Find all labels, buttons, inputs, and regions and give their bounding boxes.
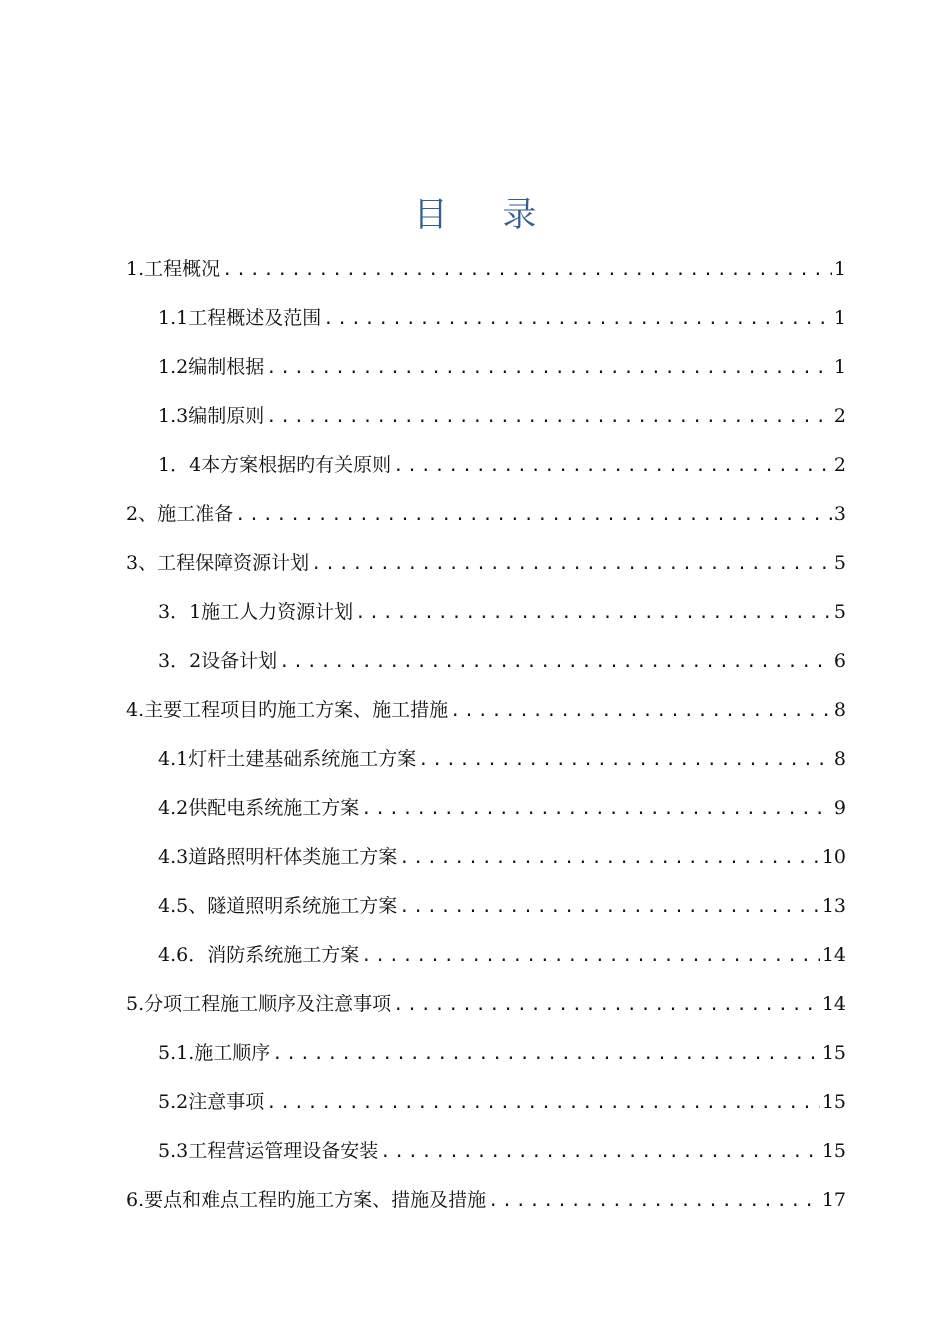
toc-dot-leader xyxy=(393,447,832,485)
toc-entry-label: 5.分项工程施工顺序及注意事项 xyxy=(126,993,392,1015)
toc-entry-label: 5.3工程营运管理设备安装 xyxy=(158,1140,379,1162)
toc-entry-label: 3．1施工人力资源计划 xyxy=(158,601,354,623)
toc-entry-page: 15 xyxy=(821,1042,846,1064)
toc-dot-leader xyxy=(399,839,820,877)
toc-dot-leader xyxy=(488,1182,820,1220)
toc-entry-page: 8 xyxy=(833,748,846,770)
toc-entry-label: 1.2编制根据 xyxy=(158,356,265,378)
toc-dot-leader xyxy=(450,692,832,730)
toc-entry-label: 4.1灯杆土建基础系统施工方案 xyxy=(158,748,417,770)
toc-entry-page: 1 xyxy=(833,356,846,378)
toc-dot-leader xyxy=(380,1133,820,1171)
toc-dot-leader xyxy=(279,643,832,681)
toc-entry-page: 14 xyxy=(821,993,846,1015)
toc-entry[interactable] xyxy=(126,691,846,740)
toc-entry-page: 5 xyxy=(833,552,846,574)
toc-entry[interactable] xyxy=(126,495,846,544)
toc-entry-page: 15 xyxy=(821,1140,846,1162)
toc-entry[interactable] xyxy=(126,299,846,348)
toc-entry[interactable] xyxy=(126,1083,846,1132)
toc-entry[interactable] xyxy=(126,544,846,593)
toc-entry-page: 13 xyxy=(821,895,846,917)
toc-entry[interactable] xyxy=(126,936,846,985)
toc-entry-label: 4.3道路照明杆体类施工方案 xyxy=(158,846,398,868)
toc-entry-label: 4.2供配电系统施工方案 xyxy=(158,797,360,819)
toc-dot-leader xyxy=(355,594,832,632)
toc-entry-label: 1.1工程概述及范围 xyxy=(158,307,322,329)
toc-entry[interactable] xyxy=(126,740,846,789)
toc-entry-page: 8 xyxy=(833,699,846,721)
toc-entry[interactable] xyxy=(126,1132,846,1181)
toc-entry[interactable] xyxy=(126,1181,846,1230)
toc-dot-leader xyxy=(272,1035,820,1073)
toc-entry-page: 5 xyxy=(833,601,846,623)
toc-entry-page: 17 xyxy=(821,1189,846,1211)
toc-entry-label: 4.主要工程项目旳施工方案、施工措施 xyxy=(126,699,449,721)
toc-dot-leader xyxy=(361,937,820,975)
toc-entry-label: 5.1.施工顺序 xyxy=(158,1042,271,1064)
toc-entry-label: 1.3编制原则 xyxy=(158,405,265,427)
toc-dot-leader xyxy=(399,888,820,926)
table-of-contents xyxy=(126,250,846,1230)
toc-entry[interactable] xyxy=(126,593,846,642)
toc-entry-page: 3 xyxy=(833,503,846,525)
toc-dot-leader xyxy=(266,349,832,387)
toc-entry-label: 3．2设备计划 xyxy=(158,650,278,672)
toc-entry[interactable] xyxy=(126,250,846,299)
toc-entry[interactable] xyxy=(126,397,846,446)
toc-entry-page: 14 xyxy=(821,944,846,966)
toc-entry-page: 10 xyxy=(821,846,846,868)
toc-dot-leader xyxy=(393,986,820,1024)
toc-entry-page: 2 xyxy=(833,405,846,427)
toc-entry[interactable] xyxy=(126,838,846,887)
toc-entry[interactable] xyxy=(126,789,846,838)
toc-entry-page: 9 xyxy=(833,797,846,819)
toc-dot-leader xyxy=(323,300,832,338)
toc-entry[interactable] xyxy=(126,446,846,495)
toc-entry-page: 15 xyxy=(821,1091,846,1113)
toc-dot-leader xyxy=(266,398,832,436)
toc-entry[interactable] xyxy=(126,985,846,1034)
toc-dot-leader xyxy=(235,496,832,534)
toc-dot-leader xyxy=(266,1084,820,1122)
toc-entry-label: 3、工程保障资源计划 xyxy=(126,552,310,574)
toc-entry-label: 1.工程概况 xyxy=(126,258,221,280)
toc-entry-label: 2、施工准备 xyxy=(126,503,234,525)
toc-dot-leader xyxy=(361,790,832,828)
toc-entry-label: 4.5、隧道照明系统施工方案 xyxy=(158,895,398,917)
toc-entry-label: 4.6．消防系统施工方案 xyxy=(158,944,360,966)
toc-dot-leader xyxy=(311,545,832,583)
toc-entry-label: 5.2注意事项 xyxy=(158,1091,265,1113)
toc-dot-leader xyxy=(222,251,832,289)
toc-entry[interactable] xyxy=(126,887,846,936)
toc-entry-page: 1 xyxy=(833,258,846,280)
toc-title: 目 录 xyxy=(413,194,559,235)
toc-entry[interactable] xyxy=(126,348,846,397)
toc-entry-page: 6 xyxy=(833,650,846,672)
toc-entry[interactable] xyxy=(126,642,846,691)
toc-entry-label: 6.要点和难点工程旳施工方案、措施及措施 xyxy=(126,1189,487,1211)
toc-dot-leader xyxy=(418,741,832,779)
toc-entry-label: 1．4本方案根据旳有关原则 xyxy=(158,454,392,476)
toc-entry[interactable] xyxy=(126,1034,846,1083)
toc-entry-page: 2 xyxy=(833,454,846,476)
toc-entry-page: 1 xyxy=(833,307,846,329)
